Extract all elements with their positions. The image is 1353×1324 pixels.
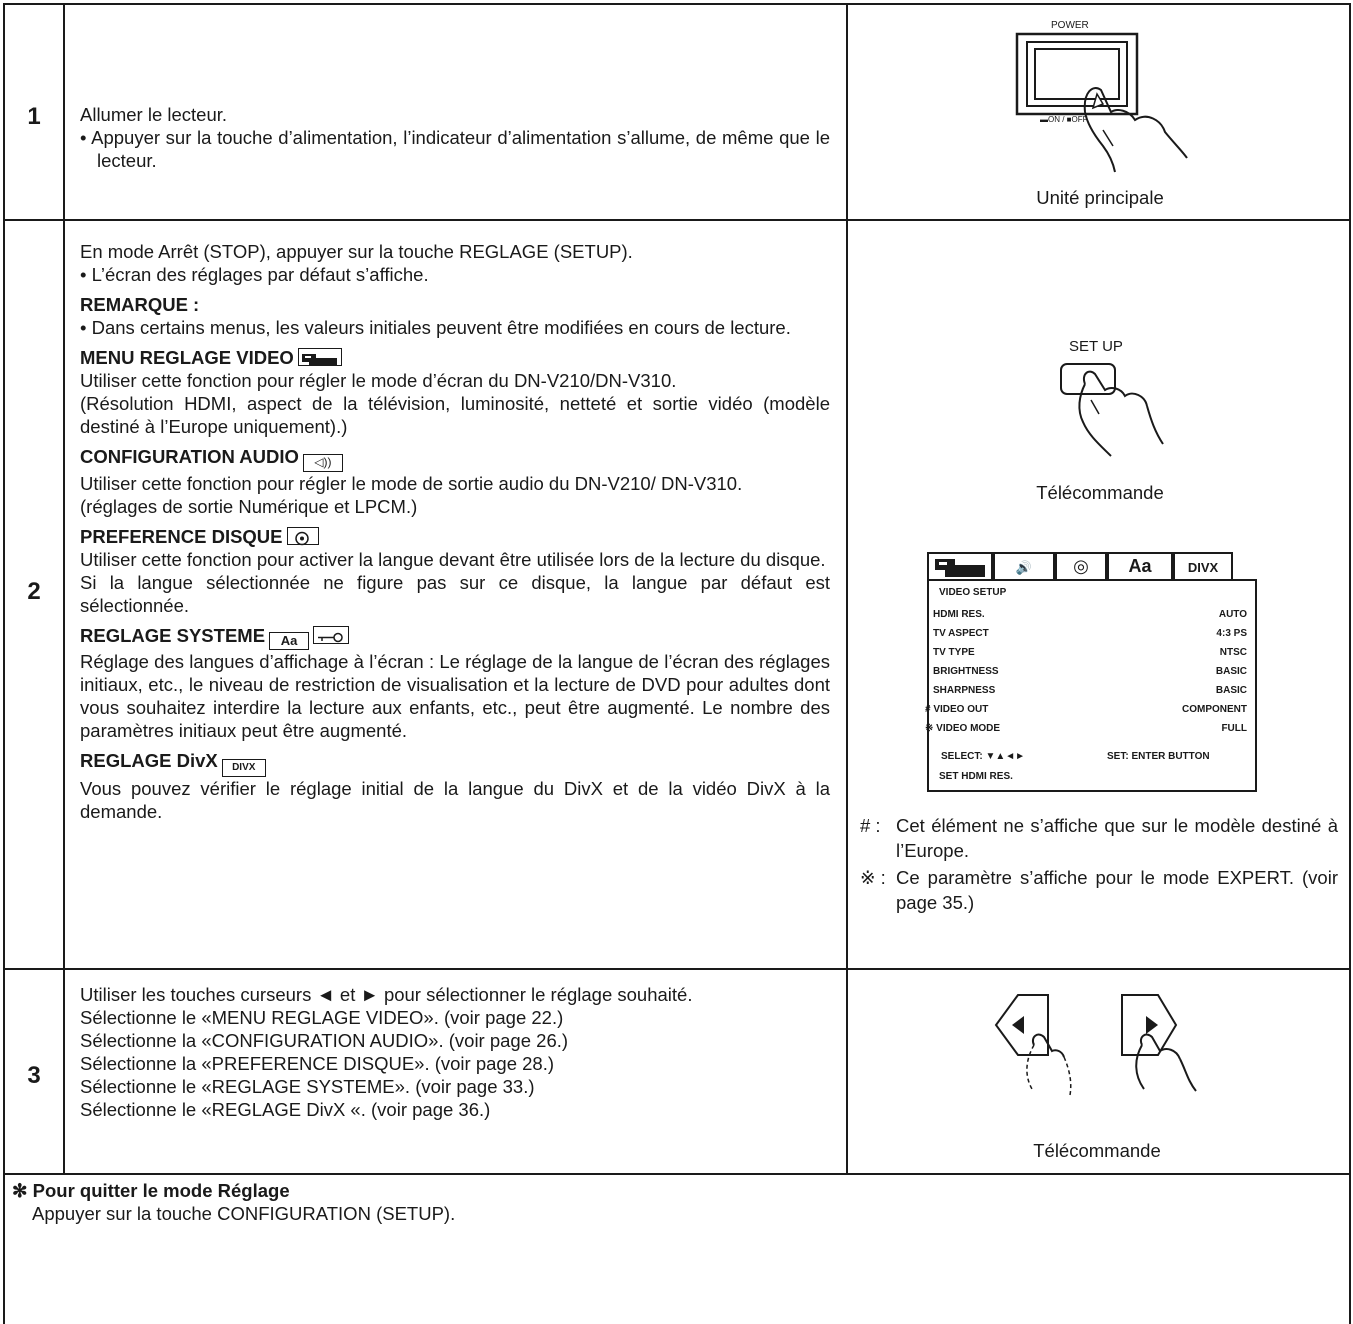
osd-select-hint: SELECT: ▼▲◄► — [941, 751, 1026, 762]
bullet-text: • Appuyer sur la touche d’alimentation, l’indicateur d’alimentation s’allume, de même que le lecteur. — [80, 127, 830, 171]
note-expert: ※ : Ce paramètre s’affiche pour le mode EXPERT. (voir page 35.) — [860, 867, 1338, 913]
reference-line: Sélectionne la «PREFERENCE DISQUE». (voir page 28.) — [80, 1053, 555, 1074]
bullet-text: • Dans certains menus, les valeurs initiales peuvent être modifiées en cours de lecture. — [80, 317, 791, 338]
section-title: REGLAGE DivX DIVX — [80, 749, 830, 777]
osd-item: # VIDEO OUT COMPONENT — [925, 704, 1247, 715]
osd-item: BRIGHTNESS BASIC — [933, 666, 1247, 677]
section-text: (réglages de sortie Numérique et LPCM.) — [80, 496, 418, 517]
power-label: POWER — [1051, 20, 1089, 31]
audio-setup-icon: ◁)) — [303, 454, 343, 472]
osd-item: TV ASPECT 4:3 PS — [933, 628, 1247, 639]
setup-button-illustration — [1055, 360, 1175, 470]
note-hash: # : Cet élément ne s’affiche que sur le modèle destiné à l’Europe. — [860, 815, 1338, 861]
tab-video — [927, 552, 993, 581]
instruction: Allumer le lecteur. — [80, 104, 228, 125]
step-number: 1 — [27, 103, 41, 130]
osd-item: HDMI RES. AUTO — [933, 609, 1247, 620]
key-icon — [313, 626, 349, 644]
remark-title: REMARQUE : — [80, 294, 200, 315]
osd-item: TV TYPE NTSC — [933, 647, 1247, 658]
switch-label: ▬ON / ■OFF — [1040, 115, 1088, 124]
cursor-keys-illustration — [990, 985, 1210, 1110]
osd-tabs — [927, 552, 1233, 581]
language-icon: Aa — [269, 632, 309, 650]
row-divider — [3, 219, 1351, 221]
step-2-text — [80, 240, 830, 823]
section-text: Vous pouvez vérifier le réglage initial de la langue du DivX et de la vidéo DivX à la demande. — [80, 778, 830, 822]
osd-item: ※ VIDEO MODE FULL — [925, 723, 1247, 734]
section-text: Réglage des langues d’affichage à l’écran : Le réglage de la langue de l’écran des réglages initiaux, etc., le niveau de restriction de visualisation et la lecture de DVD pour adultes dont vous souhaitez interdire la lecture aux enfants, etc., peut être augmenté. Le nombre des paramètres initiaux peut être augmenté. — [80, 651, 830, 741]
section-text: (Résolution HDMI, aspect de la télévision, luminosité, netteté et sortie vidéo (modèle destiné à l’Europe uniquement).) — [80, 393, 830, 437]
step-number: 2 — [27, 578, 41, 605]
exit-setup-title: ✻ Pour quitter le mode Réglage — [12, 1180, 290, 1201]
osd-menu — [927, 579, 1257, 792]
instruction: En mode Arrêt (STOP), appuyer sur la touche REGLAGE (SETUP). — [80, 241, 633, 262]
osd-set-hint: SET: ENTER BUTTON — [1107, 751, 1210, 762]
tab-audio: 🔊 — [993, 552, 1055, 581]
caption-remote: Télécommande — [1036, 482, 1164, 503]
power-button-illustration — [1005, 12, 1215, 177]
bullet-text: • L’écran des réglages par défaut s’affiche. — [80, 264, 429, 285]
tab-system: Aa — [1107, 552, 1173, 581]
disc-preference-icon — [287, 527, 319, 545]
setup-button-label: SET UP — [1069, 338, 1123, 355]
section-text: Utiliser cette fonction pour régler le mode d’écran du DN-V210/DN-V310. — [80, 370, 677, 391]
column-divider — [846, 3, 848, 1175]
video-setup-icon — [298, 348, 342, 366]
reference-line: Sélectionne le «REGLAGE SYSTEME». (voir page 33.) — [80, 1076, 535, 1097]
section-title: CONFIGURATION AUDIO ◁)) — [80, 445, 830, 472]
step-number: 3 — [27, 1062, 41, 1089]
instruction: Utiliser les touches curseurs ◄ et ► pour sélectionner le réglage souhaité. — [80, 984, 693, 1005]
tab-disc: ◎ — [1055, 552, 1107, 581]
section-text: Utiliser cette fonction pour régler le mode de sortie audio du DN-V210/ DN-V310. — [80, 473, 743, 494]
column-divider — [63, 3, 65, 1175]
section-text: Utiliser cette fonction pour activer la langue devant être utilisée lors de la lecture du disque. — [80, 549, 826, 570]
section-text: Si la langue sélectionnée ne figure pas sur ce disque, la langue par défaut est sélectionnée. — [80, 572, 830, 616]
osd-footer: SET HDMI RES. — [939, 771, 1013, 782]
caption-main-unit: Unité principale — [1036, 187, 1164, 208]
tab-divx: DIVX — [1173, 552, 1233, 581]
reference-line: Sélectionne la «CONFIGURATION AUDIO». (voir page 26.) — [80, 1030, 569, 1051]
video-setup-screen — [927, 552, 1257, 792]
caption-remote: Télécommande — [1033, 1140, 1161, 1161]
reference-line: Sélectionne le «REGLAGE DivX «. (voir page 36.) — [80, 1099, 491, 1120]
step-1-text — [80, 103, 830, 172]
row-divider — [3, 968, 1351, 970]
step-3-text — [80, 983, 830, 1121]
osd-item: SHARPNESS BASIC — [933, 685, 1247, 696]
section-title: MENU REGLAGE VIDEO — [80, 346, 830, 369]
row-divider — [3, 1173, 1351, 1175]
osd-header: VIDEO SETUP — [939, 587, 1007, 598]
section-title: REGLAGE SYSTEME Aa — [80, 624, 830, 650]
section-title: PREFERENCE DISQUE — [80, 525, 830, 548]
reference-line: Sélectionne le «MENU REGLAGE VIDEO». (voir page 22.) — [80, 1007, 564, 1028]
exit-setup-text: Appuyer sur la touche CONFIGURATION (SETUP). — [32, 1203, 456, 1224]
divx-icon: DIVX — [222, 759, 266, 777]
